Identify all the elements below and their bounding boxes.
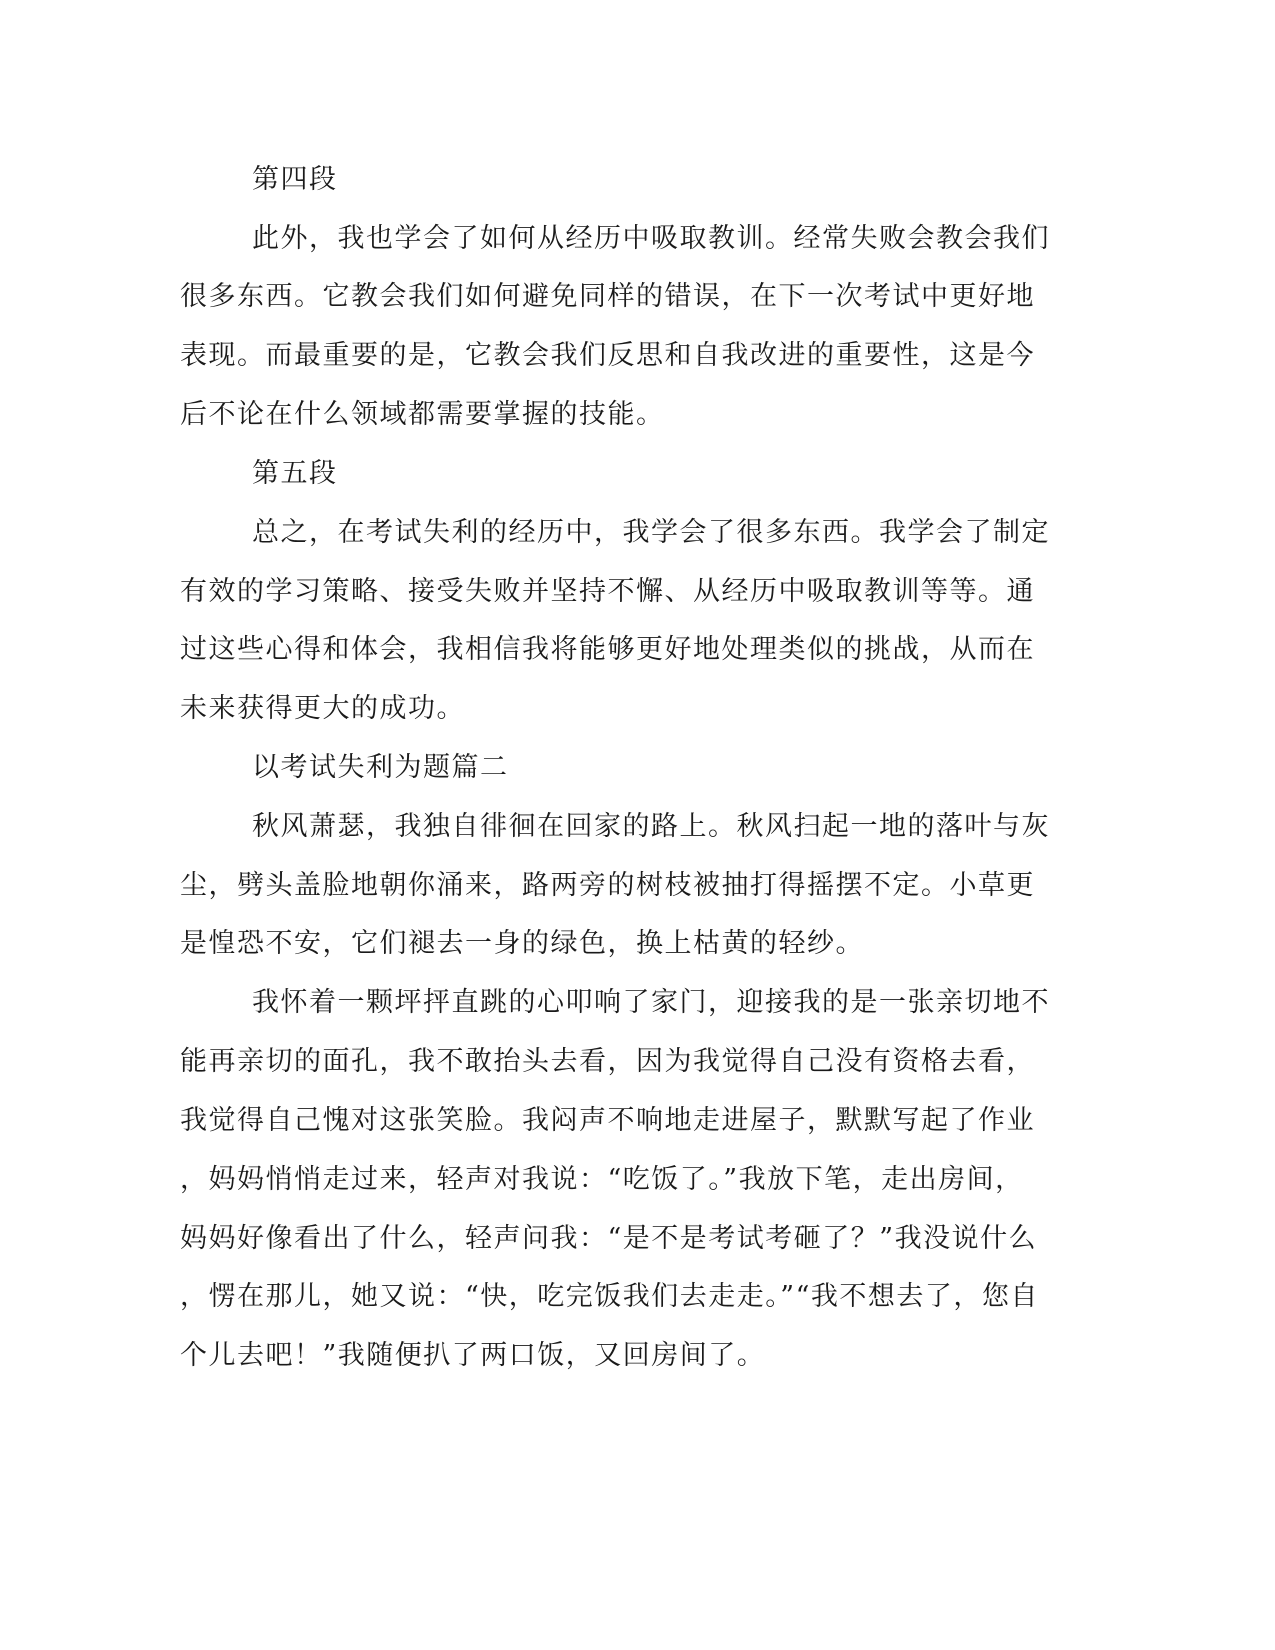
paragraph-line: 秋风萧瑟，我独自徘徊在回家的路上。秋风扫起一地的落叶与灰	[252, 811, 1050, 842]
paragraph-line: 是惶恐不安，它们褪去一身的绿色，换上枯黄的轻纱。	[180, 928, 864, 959]
paragraph-line: 我怀着一颗坪抨直跳的心叩响了家门，迎接我的是一张亲切地不	[252, 987, 1050, 1018]
paragraph-line: 有效的学习策略、接受失败并坚持不懈、从经历中吸取教训等等。通	[180, 576, 1035, 607]
paragraph-line: 个儿去吧！”我随便扒了两口饭，又回房间了。	[180, 1340, 766, 1371]
paragraph-line: 我觉得自己愧对这张笑脸。我闷声不响地走进屋子，默默写起了作业	[180, 1105, 1035, 1136]
paragraph-line: 表现。而最重要的是，它教会我们反思和自我改进的重要性，这是今	[180, 340, 1035, 371]
paragraph-line: 妈妈好像看出了什么，轻声问我：“是不是考试考砸了？”我没说什么	[180, 1223, 1038, 1254]
paragraph-line: ，愣在那儿，她又说：“快，吃完饭我们去走走。”“我不想去了，您自	[180, 1281, 1039, 1312]
paragraph-line: 尘，劈头盖脸地朝你涌来，路两旁的树枝被抽打得摇摆不定。小草更	[180, 870, 1035, 901]
paragraph-line: 后不论在什么领域都需要掌握的技能。	[180, 399, 665, 430]
paragraph-line: 此外，我也学会了如何从经历中吸取教训。经常失败会教会我们	[252, 223, 1050, 254]
paragraph-line: 能再亲切的面孔，我不敢抬头去看，因为我觉得自己没有资格去看，	[180, 1046, 1035, 1077]
heading-section-4: 第四段	[252, 164, 338, 195]
paragraph-line: 未来获得更大的成功。	[180, 693, 465, 724]
paragraph-line: 过这些心得和体会，我相信我将能够更好地处理类似的挑战，从而在	[180, 634, 1035, 665]
paragraph-line: ，妈妈悄悄走过来，轻声对我说：“吃饭了。”我放下笔，走出房间，	[180, 1164, 1024, 1195]
heading-chapter-2: 以考试失利为题篇二	[252, 752, 509, 783]
paragraph-line: 很多东西。它教会我们如何避免同样的错误，在下一次考试中更好地	[180, 281, 1035, 312]
heading-section-5: 第五段	[252, 458, 338, 489]
paragraph-line: 总之，在考试失利的经历中，我学会了很多东西。我学会了制定	[252, 517, 1050, 548]
